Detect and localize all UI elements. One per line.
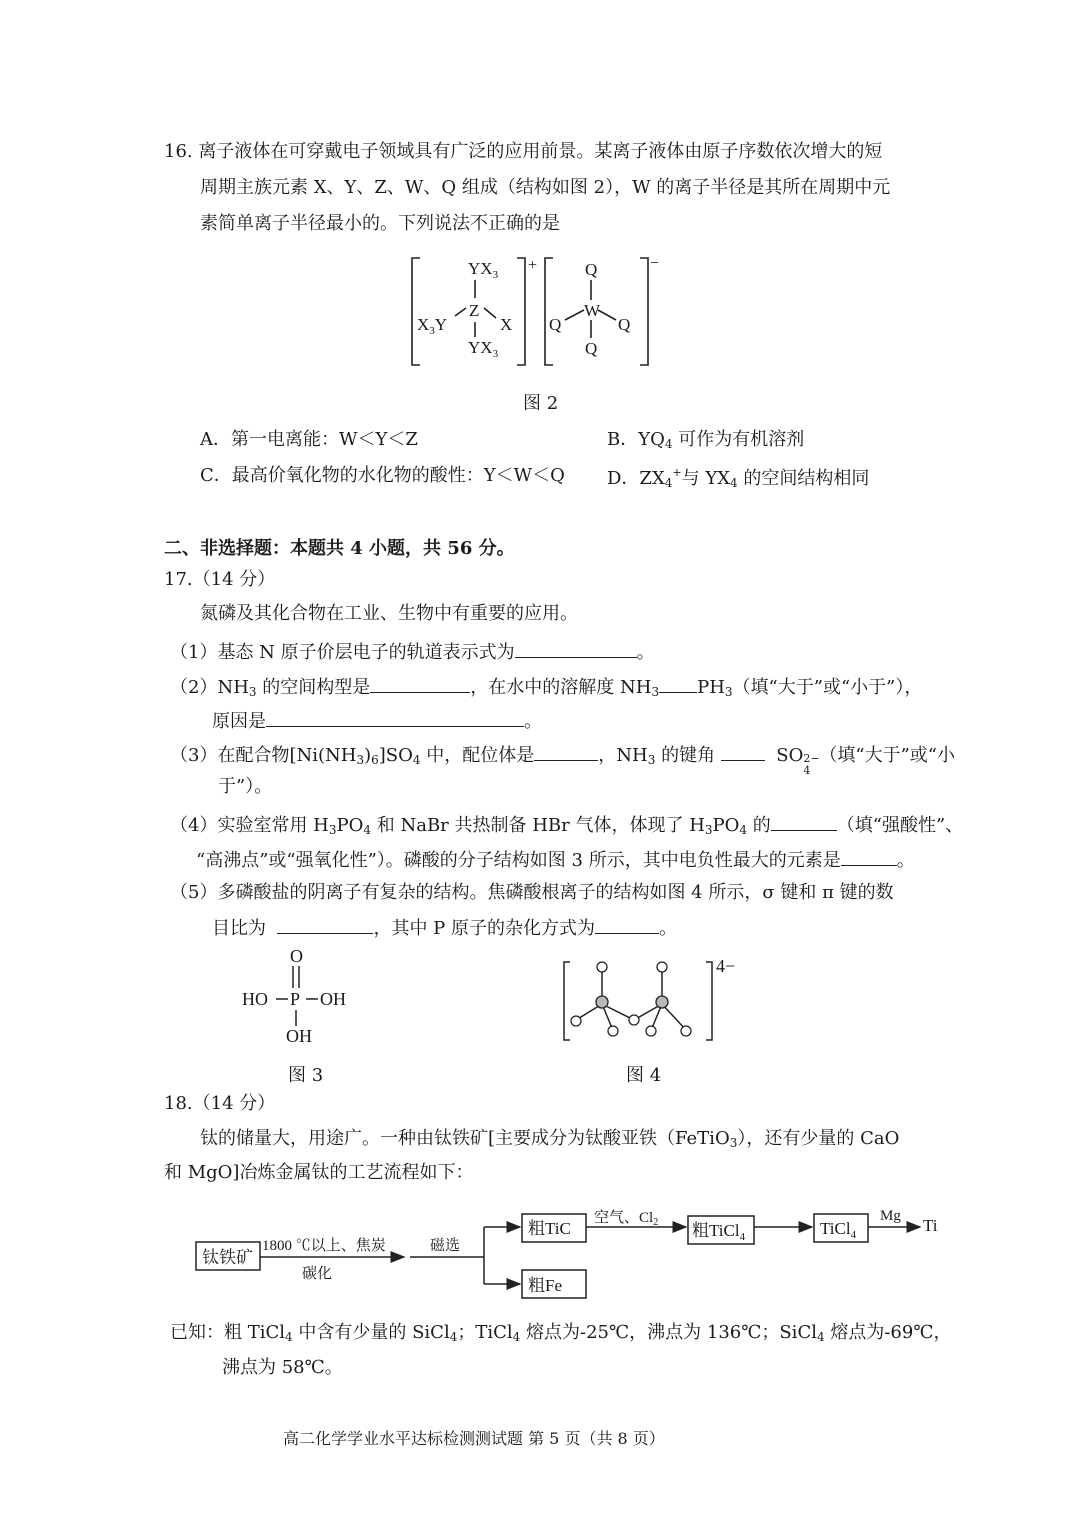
- flow-crude-fe: 粗Fe: [528, 1276, 562, 1295]
- flow-separation-label: 磁选: [430, 1238, 461, 1254]
- fig4-bridging-oxygen-atom: [629, 1015, 639, 1025]
- page-footer: 高二化学学业水平达标检测测试题 第 5 页（共 8 页）: [283, 1429, 665, 1448]
- fig2-left-group: $X_3Y$: [417, 315, 448, 337]
- fig4-oxygen-atom: [646, 1026, 656, 1036]
- q17-part-5-line-2: 目比为 ，其中 P 原子的杂化方式为 。: [212, 918, 678, 939]
- flow-condition-bottom: 碳化: [302, 1266, 333, 1282]
- fig2-top-group: $YX_3$: [468, 259, 499, 281]
- fig4-oxygen-atom: [571, 1016, 581, 1026]
- answer-blank[interactable]: [266, 710, 524, 727]
- answer-blank[interactable]: [277, 917, 373, 934]
- q17-part-1: （1）基态 N 原子价层电子的轨道表示式为 。: [170, 642, 655, 663]
- q16-option-c: C．最高价氧化物的水化物的酸性：Y＜W＜Q: [200, 465, 565, 486]
- q17-intro: 氮磷及其化合物在工业、生物中有重要的应用。: [200, 603, 578, 624]
- q16-line-2: 周期主族元素 X、Y、Z、W、Q 组成（结构如图 2），W 的离子半径是其所在周期中元: [200, 177, 891, 198]
- fig3-p: P: [290, 989, 301, 1009]
- fig3-oh-bottom: OH: [286, 1026, 312, 1046]
- answer-blank[interactable]: [659, 676, 697, 693]
- answer-blank[interactable]: [515, 641, 637, 658]
- q18-known-line-2: 沸点为 58℃。: [222, 1357, 343, 1378]
- fig3-ho: HO: [242, 989, 268, 1009]
- figure-3-phosphoric-acid: [236, 944, 366, 1048]
- figure-2-ionic-structure: [400, 250, 680, 375]
- q17-part-5: （5）多磷酸盐的阴离子有复杂的结构。焦磷酸根离子的结构如图 4 所示，σ 键和 π 键的数: [170, 882, 894, 903]
- flow-air-cl2: 空气、$Cl_2$: [594, 1210, 659, 1228]
- answer-blank[interactable]: [721, 744, 765, 761]
- fig2-x-atom: X: [500, 315, 513, 334]
- q17-part-2-line-2: 原因是 。: [212, 711, 542, 732]
- q17-heading: 17.（14 分）: [164, 569, 276, 590]
- fig2-bottom-group: $YX_3$: [468, 338, 499, 360]
- answer-blank[interactable]: [771, 814, 837, 831]
- q18-line-2: 和 MgO]冶炼金属钛的工艺流程如下：: [164, 1162, 474, 1183]
- fig4-caption: 图 4: [626, 1065, 662, 1086]
- q17-part-3-line-2: 于”）。: [218, 776, 273, 797]
- fig4-oxygen-atom: [608, 1026, 618, 1036]
- q17-part-2: $(2)NH_3$ 的空间构型是 ，在水中的溶解度 $NH_3$ $PH_3$（填“大于”或“小于”），: [170, 677, 923, 699]
- q18-line-1: 钛的储量大，用途广。一种由钛铁矿[主要成分为钛酸亚铁（FeTiO$_3$），还有少量的 CaO: [200, 1128, 900, 1150]
- q17-part-3: （3）在配合物$[Ni(NH_3)_6]SO_4$ 中，配位体是 ，$NH_3$ 的键角 SO 2− 4 （填“大于”或“小: [170, 745, 955, 777]
- q16-option-d: D．$ZX_4^+$与 $YX_4$ 的空间结构相同: [607, 466, 870, 490]
- fig3-caption: 图 3: [288, 1065, 324, 1086]
- q16-option-a: A．第一电离能：W＜Y＜Z: [200, 429, 418, 450]
- fig3-o: O: [290, 946, 303, 966]
- q17-part-4: （4）实验室常用 $H_3PO_4$ 和 NaBr 共热制备 HBr 气体，体现了 $H_3PO_4$ 的 （填“强酸性”、: [170, 815, 964, 837]
- fig4-oxygen-atom: [597, 962, 607, 972]
- fig4-phosphorus-atom: [596, 996, 608, 1008]
- fig2-caption: 图 2: [523, 393, 559, 414]
- answer-blank[interactable]: [595, 917, 659, 934]
- flow-crude-ticl4: 粗TiCl$_4$: [692, 1221, 746, 1243]
- q18-known-line-1: 已知：粗 TiCl$_4$ 中含有少量的 SiCl$_4$；TiCl$_4$ 熔点为-25℃，沸点为 136℃；SiCl$_4$ 熔点为-69℃，: [170, 1322, 952, 1344]
- fig4-oxygen-atom: [681, 1026, 691, 1036]
- answer-blank[interactable]: [370, 676, 470, 693]
- q16-line-3: 素简单离子半径最小的。下列说法不正确的是: [200, 213, 560, 234]
- fig2-q-right: Q: [618, 315, 631, 334]
- q16-option-b: B．$YQ_4$ 可作为有机溶剂: [607, 429, 805, 451]
- figure-4-pyrophosphate-ion: [556, 954, 756, 1050]
- answer-blank[interactable]: [534, 744, 598, 761]
- fig2-q-left: Q: [549, 315, 562, 334]
- fig4-charge: 4−: [716, 956, 736, 976]
- fig2-q-bottom: Q: [585, 339, 598, 358]
- titanium-process-flowchart: [190, 1200, 950, 1304]
- fig2-z-atom: Z: [469, 301, 480, 320]
- flow-ticl4: TiCl$_4$: [820, 1219, 857, 1241]
- section-2-heading: 二、非选择题：本题共 4 小题，共 56 分。: [164, 538, 515, 559]
- q16-line-1: 16. 离子液体在可穿戴电子领域具有广泛的应用前景。某离子液体由原子序数依次增大的短: [164, 141, 883, 162]
- flow-ti: Ti: [923, 1216, 938, 1235]
- flow-mg: Mg: [880, 1208, 901, 1224]
- fig2-anion-charge: −: [650, 255, 660, 272]
- q18-heading: 18.（14 分）: [164, 1093, 276, 1114]
- q17-part-4-line-2: “高沸点”或“强氧化性”）。磷酸的分子结构如图 3 所示，其中电负性最大的元素是 。: [196, 850, 915, 871]
- fig4-phosphorus-atom: [656, 996, 668, 1008]
- flow-crude-tic: 粗TiC: [528, 1219, 571, 1238]
- answer-blank[interactable]: [841, 849, 897, 866]
- flow-ore-label: 钛铁矿: [202, 1248, 253, 1267]
- flow-condition-top: 1800 ℃以上、焦炭: [262, 1238, 386, 1254]
- fig2-cation-charge: +: [528, 257, 538, 274]
- fig3-oh: OH: [320, 989, 346, 1009]
- fig2-w-atom: W: [584, 301, 601, 320]
- fig2-q-top: Q: [585, 260, 598, 279]
- fig4-oxygen-atom: [657, 962, 667, 972]
